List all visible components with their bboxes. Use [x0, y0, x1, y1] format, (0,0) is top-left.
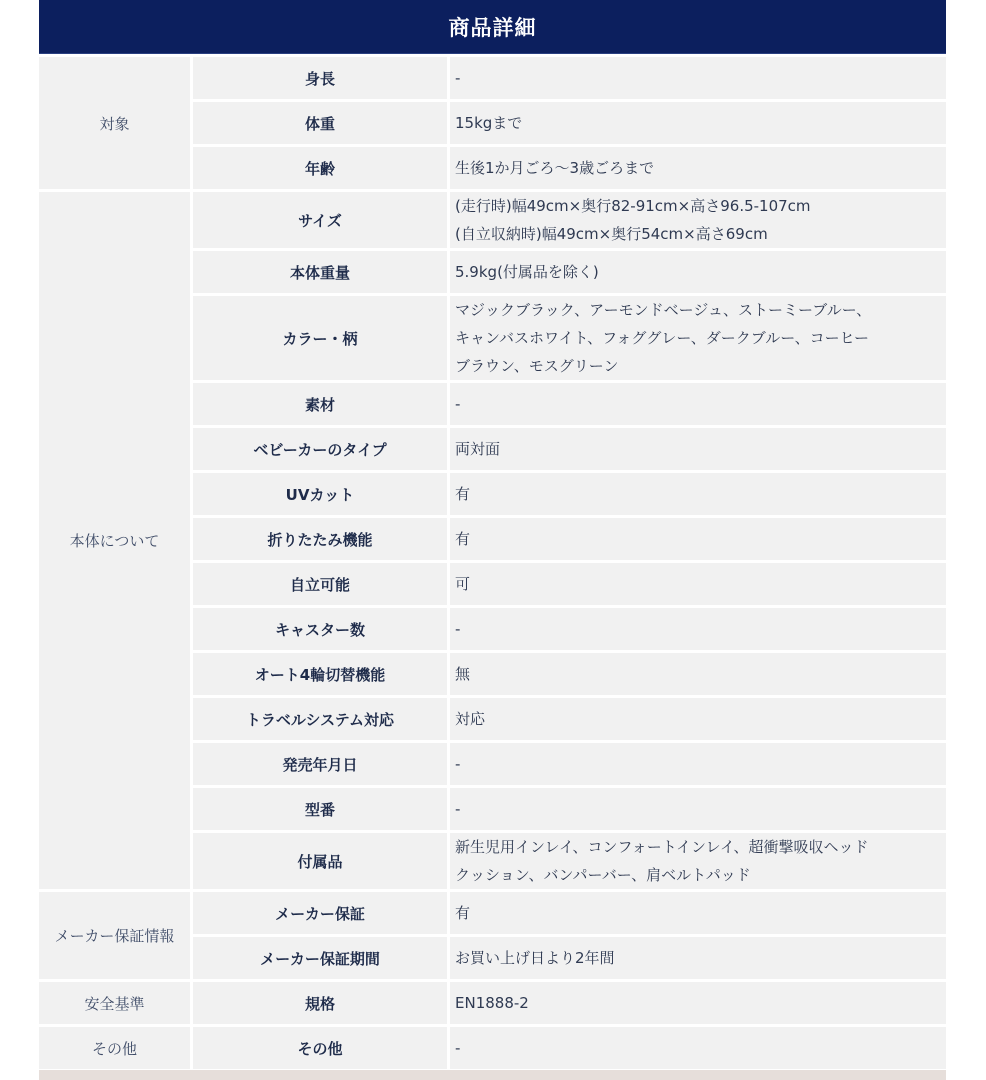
spec-value: [450, 982, 946, 1024]
spec-value: [450, 251, 946, 293]
spec-label: メーカー保証期間: [193, 937, 447, 979]
spec-table: [36, 54, 949, 1072]
spec-label: 身長: [193, 57, 447, 99]
spec-label: 本体重量: [193, 251, 447, 293]
table-row: [39, 57, 946, 99]
spec-label: カラー・柄: [193, 296, 447, 380]
spec-value: [450, 518, 946, 560]
category-cell: 安全基準: [39, 982, 190, 1024]
value-text: (自立収納時)幅49cm×奥行54cm×高さ69cm: [455, 225, 768, 243]
value-text: 無: [455, 665, 471, 683]
category-cell: 本体について: [39, 192, 190, 889]
value-text: -: [455, 620, 461, 638]
spec-value: [450, 788, 946, 830]
spec-value: [450, 57, 946, 99]
value-text: クッション、バンパーバー、肩ベルトパッド: [455, 866, 751, 884]
spec-label: オート4輪切替機能: [193, 653, 447, 695]
product-details-section: [39, 0, 946, 1072]
value-text: 15kgまで: [455, 114, 523, 132]
spec-value: [450, 937, 946, 979]
spec-label: 付属品: [193, 833, 447, 889]
spec-value: [450, 743, 946, 785]
table-row: [39, 1027, 946, 1069]
spec-value: [450, 296, 946, 380]
spec-label: ベビーカーのタイプ: [193, 428, 447, 470]
value-text: EN1888-2: [455, 994, 529, 1012]
spec-label: メーカー保証: [193, 892, 447, 934]
value-text: 5.9kg(付属品を除く): [455, 263, 599, 281]
spec-label: 素材: [193, 383, 447, 425]
spec-value: [450, 383, 946, 425]
bottom-divider-strip: [39, 1070, 946, 1080]
spec-label: 型番: [193, 788, 447, 830]
spec-label: 体重: [193, 102, 447, 144]
table-row: [39, 892, 946, 934]
spec-value: [450, 892, 946, 934]
value-text: 有: [455, 530, 471, 548]
spec-value: [450, 833, 946, 889]
section-title: 商品詳細: [39, 0, 946, 54]
category-cell: メーカー保証情報: [39, 892, 190, 979]
value-text: ブラウン、モスグリーン: [455, 357, 619, 375]
spec-value: [450, 608, 946, 650]
value-text: お買い上げ日より2年間: [455, 949, 615, 967]
spec-value: [450, 1027, 946, 1069]
category-cell: その他: [39, 1027, 190, 1069]
spec-label: 規格: [193, 982, 447, 1024]
value-text: 対応: [455, 710, 486, 728]
spec-value: [450, 147, 946, 189]
value-text: 新生児用インレイ、コンフォートインレイ、超衝撃吸収ヘッド: [455, 838, 869, 856]
spec-value: [450, 428, 946, 470]
value-text: マジックブラック、アーモンドベージュ、ストーミーブルー、: [455, 301, 872, 319]
table-row: [39, 982, 946, 1024]
value-text: 可: [455, 575, 471, 593]
table-row: [39, 192, 946, 248]
category-cell: 対象: [39, 57, 190, 189]
value-text: -: [455, 69, 461, 87]
value-text: -: [455, 1039, 461, 1057]
spec-label: 発売年月日: [193, 743, 447, 785]
spec-value: [450, 102, 946, 144]
spec-label: 年齢: [193, 147, 447, 189]
spec-label: 自立可能: [193, 563, 447, 605]
spec-value: [450, 563, 946, 605]
spec-value: [450, 473, 946, 515]
spec-label: トラベルシステム対応: [193, 698, 447, 740]
value-text: 有: [455, 904, 471, 922]
spec-label: サイズ: [193, 192, 447, 248]
value-text: 有: [455, 485, 471, 503]
value-text: 生後1か月ごろ～3歳ごろまで: [455, 159, 655, 177]
spec-value: [450, 192, 946, 248]
value-text: (走行時)幅49cm×奥行82-91cm×高さ96.5-107cm: [455, 197, 811, 215]
spec-value: [450, 698, 946, 740]
value-text: -: [455, 755, 461, 773]
value-text: 両対面: [455, 440, 501, 458]
spec-value: [450, 653, 946, 695]
spec-label: その他: [193, 1027, 447, 1069]
spec-label: 折りたたみ機能: [193, 518, 447, 560]
spec-label: UVカット: [193, 473, 447, 515]
spec-label: キャスター数: [193, 608, 447, 650]
value-text: -: [455, 395, 461, 413]
value-text: -: [455, 800, 461, 818]
value-text: キャンバスホワイト、フォググレー、ダークブルー、コーヒー: [455, 329, 870, 347]
